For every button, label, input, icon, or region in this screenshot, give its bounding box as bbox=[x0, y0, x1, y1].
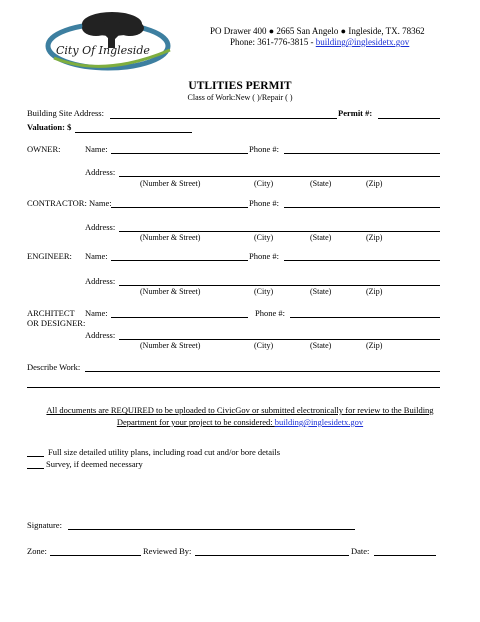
owner-address-field[interactable] bbox=[119, 176, 440, 177]
contractor-name-field[interactable] bbox=[111, 207, 248, 208]
check-line-2[interactable] bbox=[27, 468, 44, 469]
notice-email-link[interactable]: building@inglesidetx.gov bbox=[274, 417, 364, 427]
permit-field[interactable] bbox=[378, 118, 440, 119]
owner-sub-zip: (Zip) bbox=[366, 179, 383, 188]
owner-address-label: Address: bbox=[85, 167, 116, 177]
notice-line-1: All documents are REQUIRED to be uploaded to CivicGov or submitted electronically for review to the Building bbox=[46, 405, 434, 415]
building-site-field[interactable] bbox=[110, 118, 337, 119]
contractor-phone-field[interactable] bbox=[284, 207, 440, 208]
address-line: PO Drawer 400 ● 2665 San Angelo ● Ingleside, TX. 78362 bbox=[210, 26, 425, 36]
logo-text: City Of Ingleside bbox=[56, 44, 150, 57]
city-logo bbox=[44, 8, 186, 74]
engineer-address-field[interactable] bbox=[119, 285, 440, 286]
describe-work-field-1[interactable] bbox=[85, 371, 440, 372]
signature-field[interactable] bbox=[68, 529, 355, 530]
owner-name-field[interactable] bbox=[111, 153, 248, 154]
architect-label: ARCHITECT bbox=[27, 308, 75, 318]
reviewed-by-label: Reviewed By: bbox=[143, 546, 192, 556]
contractor-sub-street: (Number & Street) bbox=[140, 233, 201, 242]
engineer-name-label: Name: bbox=[85, 251, 108, 261]
contractor-label: CONTRACTOR: Name: bbox=[27, 198, 112, 208]
engineer-sub-state: (State) bbox=[310, 287, 332, 296]
engineer-phone-field[interactable] bbox=[284, 260, 440, 261]
architect-name-field[interactable] bbox=[111, 317, 248, 318]
class-of-work[interactable]: Class of Work:New ( )/Repair ( ) bbox=[187, 93, 293, 102]
zone-field[interactable] bbox=[50, 555, 141, 556]
contractor-sub-zip: (Zip) bbox=[366, 233, 383, 242]
architect-sub-street: (Number & Street) bbox=[140, 341, 201, 350]
architect-sub-city: (City) bbox=[254, 341, 274, 350]
architect-phone-label: Phone #: bbox=[255, 308, 285, 318]
describe-work-label: Describe Work: bbox=[27, 362, 81, 372]
engineer-sub-street: (Number & Street) bbox=[140, 287, 201, 296]
architect-address-field[interactable] bbox=[119, 339, 440, 340]
architect-phone-field[interactable] bbox=[290, 317, 440, 318]
contractor-address-field[interactable] bbox=[119, 231, 440, 232]
architect-sub-zip: (Zip) bbox=[366, 341, 383, 350]
owner-sub-city: (City) bbox=[254, 179, 274, 188]
owner-phone-field[interactable] bbox=[284, 153, 440, 154]
notice-line-2 bbox=[0, 417, 480, 427]
engineer-sub-zip: (Zip) bbox=[366, 287, 383, 296]
permit-label: Permit #: bbox=[338, 108, 373, 118]
check-line-1[interactable] bbox=[27, 456, 44, 457]
date-label: Date: bbox=[351, 546, 370, 556]
engineer-address-label: Address: bbox=[85, 276, 116, 286]
designer-label: OR DESIGNER: bbox=[27, 318, 86, 328]
owner-name-label: Name: bbox=[85, 144, 108, 154]
zone-label: Zone: bbox=[27, 546, 47, 556]
phone-line bbox=[230, 37, 409, 47]
valuation-field[interactable] bbox=[75, 132, 192, 133]
engineer-label: ENGINEER: bbox=[27, 251, 72, 261]
owner-label: OWNER: bbox=[27, 144, 61, 154]
architect-address-label: Address: bbox=[85, 330, 116, 340]
architect-sub-state: (State) bbox=[310, 341, 332, 350]
engineer-phone-label: Phone #: bbox=[249, 251, 279, 261]
contractor-sub-state: (State) bbox=[310, 233, 332, 242]
date-field[interactable] bbox=[374, 555, 436, 556]
owner-sub-state: (State) bbox=[310, 179, 332, 188]
engineer-sub-city: (City) bbox=[254, 287, 274, 296]
describe-work-field-2[interactable] bbox=[27, 387, 440, 388]
phone-text: Phone: 361-776-3815 - bbox=[230, 37, 316, 47]
notice-line-2-text: Department for your project to be considered: bbox=[116, 417, 275, 427]
engineer-name-field[interactable] bbox=[111, 260, 248, 261]
email-link[interactable]: building@inglesidetx.gov bbox=[315, 37, 410, 47]
contractor-address-label: Address: bbox=[85, 222, 116, 232]
valuation-label: Valuation: $ bbox=[27, 122, 72, 132]
checklist-item-2: Survey, if deemed necessary bbox=[46, 459, 143, 469]
architect-name-label: Name: bbox=[85, 308, 108, 318]
contractor-sub-city: (City) bbox=[254, 233, 274, 242]
contractor-phone-label: Phone #: bbox=[249, 198, 279, 208]
reviewed-by-field[interactable] bbox=[195, 555, 349, 556]
checklist-item-1: Full size detailed utility plans, including road cut and/or bore details bbox=[48, 447, 281, 457]
signature-label: Signature: bbox=[27, 520, 62, 530]
owner-sub-street: (Number & Street) bbox=[140, 179, 201, 188]
building-site-label: Building Site Address: bbox=[27, 108, 104, 118]
owner-phone-label: Phone #: bbox=[249, 144, 279, 154]
page-title: UTLITIES PERMIT bbox=[188, 80, 292, 92]
